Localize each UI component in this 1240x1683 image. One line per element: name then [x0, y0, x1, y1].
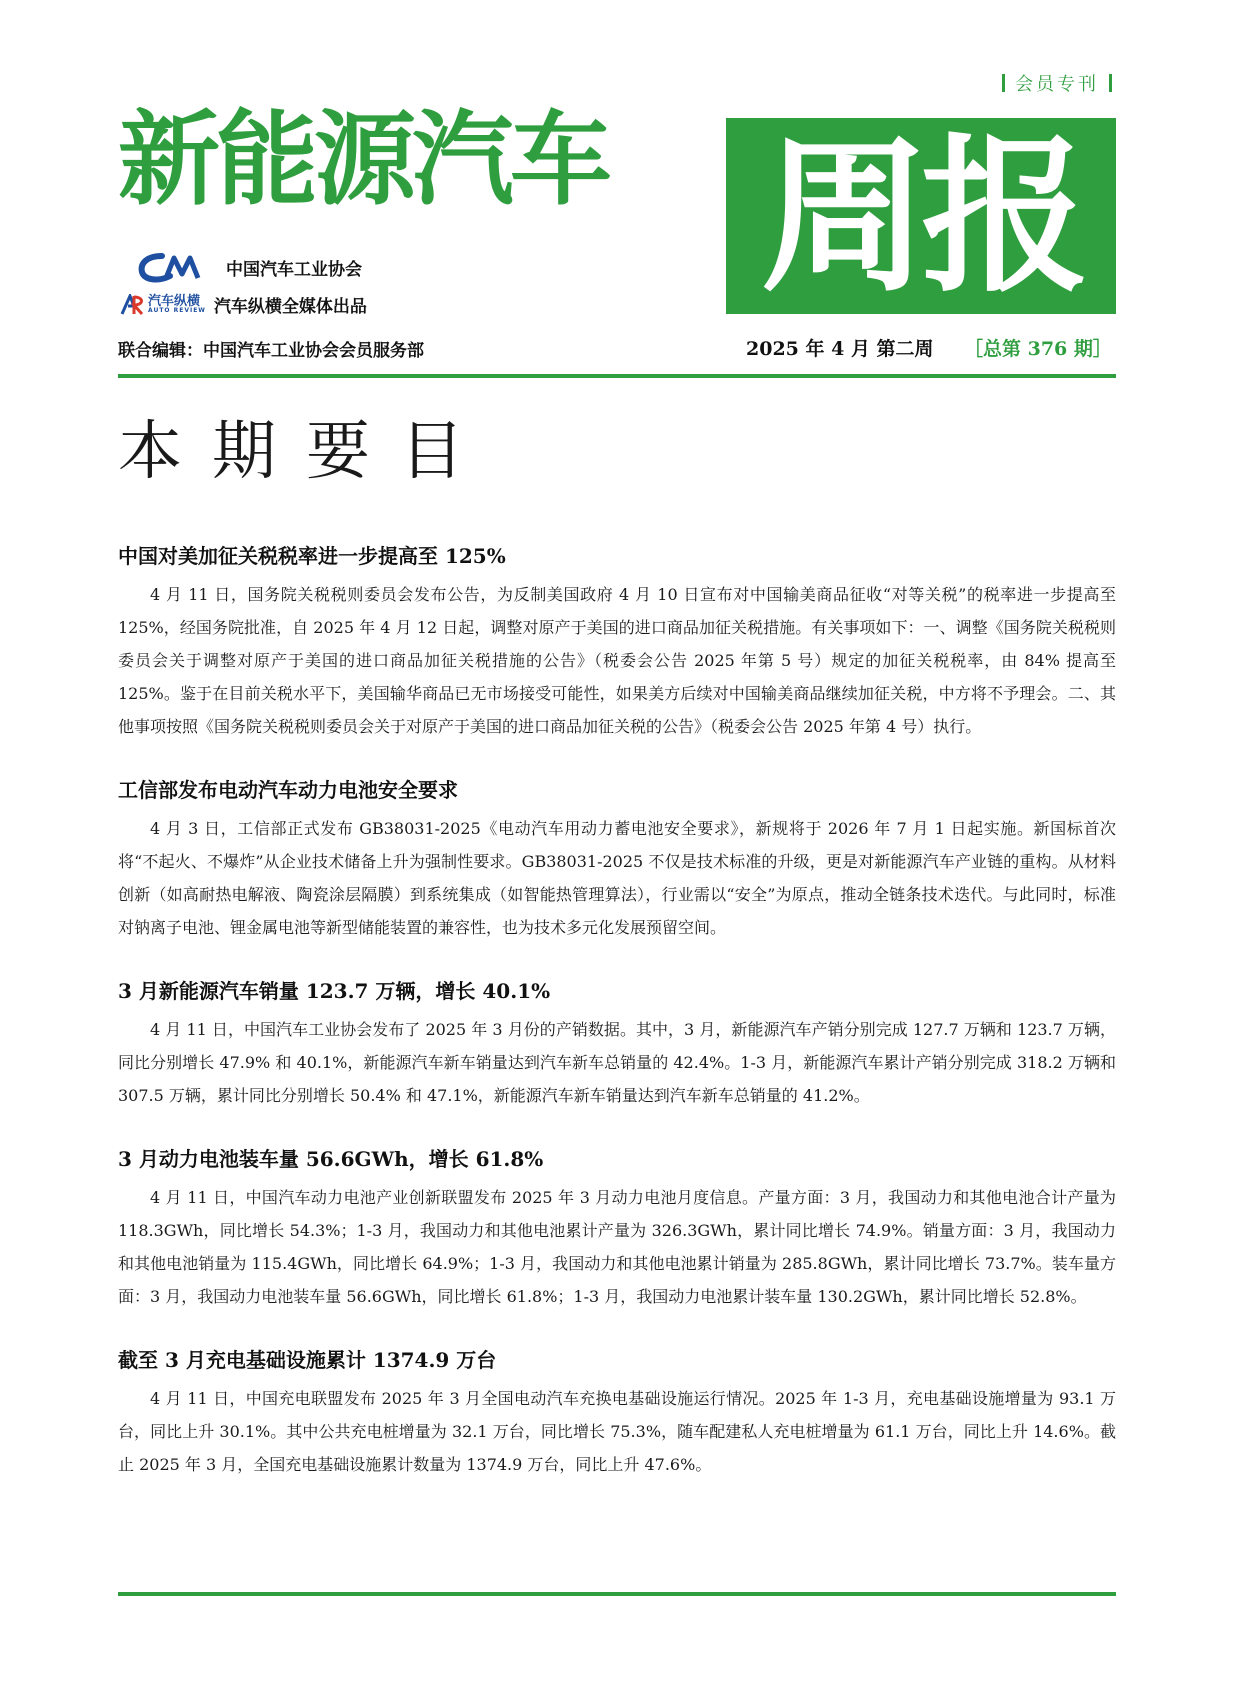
masthead-title: 新能源汽车 — [118, 101, 608, 220]
article-nev-sales — [118, 975, 1116, 1112]
caam-logo-icon — [136, 250, 206, 284]
org-autoreview-name: 汽车纵横全媒体出品 — [213, 297, 367, 317]
org-autoreview-row — [120, 292, 367, 317]
auto-review-mark-icon — [120, 294, 148, 316]
joint-editor-line: 联合编辑：中国汽车工业协会会员服务部 — [118, 341, 424, 361]
section-heading: 本期要目 — [118, 415, 494, 489]
issue-date: 2025 年 4 月 第二周 — [746, 338, 934, 360]
weekly-badge — [726, 118, 1116, 314]
weekly-label: 周报 — [761, 117, 1081, 315]
article-title: 3 月新能源汽车销量 123.7 万辆，增长 40.1% — [118, 979, 551, 1003]
article-title: 中国对美加征关税税率进一步提高至 125% — [118, 544, 506, 568]
member-edition-tag — [992, 70, 1122, 96]
article-tariff — [118, 540, 1116, 743]
article-battery-installs — [118, 1143, 1116, 1313]
article-title: 工信部发布电动汽车动力电池安全要求 — [118, 778, 458, 802]
auto-review-logo-en: AUTO REVIEW — [148, 307, 206, 314]
article-body: 4 月 11 日，中国汽车工业协会发布了 2025 年 3 月份的产销数据。其中，3 月，新能源汽车产销分别完成 127.7 万辆和 123.7 万辆，同比分别增长 47.9% 和 40.1%，新能源汽车新车销量达到汽车新车总销量的 42.4%。1-3 月，新能源汽车累计产销分别完成 318.2 万辆和 307.5 万辆，累计同比分别增长 50.4% 和 47.1%，新能源汽车新车销量达到汽车新车总销量的 41.2%。 — [118, 1020, 1116, 1105]
article-list — [118, 540, 1116, 1512]
auto-review-logo — [120, 294, 206, 316]
org-caam-name: 中国汽车工业协会 — [226, 259, 362, 280]
tag-bar-right — [1109, 74, 1112, 92]
article-charging-infra — [118, 1344, 1116, 1481]
article-body: 4 月 11 日，中国充电联盟发布 2025 年 3 月全国电动汽车充换电基础设施运行情况。2025 年 1-3 月，充电基础设施增量为 93.1 万台，同比上升 30.1%。其中公共充电桩增量为 32.1 万台，同比增长 75.3%，随车配建私人充电桩增量为 61.1 万台，同比上升 14.6%。截止 2025 年 3 月，全国充电基础设施累计数量为 1374.9 万台，同比上升 47.6%。 — [118, 1389, 1116, 1474]
issue-number: ［总第 376 期］ — [964, 338, 1112, 360]
tag-bar-left — [1002, 74, 1005, 92]
org-caam-row — [136, 250, 362, 284]
article-body: 4 月 11 日，国务院关税税则委员会发布公告，为反制美国政府 4 月 10 日宣布对中国输美商品征收“对等关税”的税率进一步提高至 125%，经国务院批准，自 2025 年 4 月 12 日起，调整对原产于美国的进口商品加征关税措施。有关事项如下：一、调整《国务院关税税则委员会关于调整对原产于美国的进口商品加征关税措施的公告》（税委会公告 2025 年第 5 号）规定的加征关税税率，由 84% 提高至 125%。鉴于在目前关税水平下，美国输华商品已无市场接受可能性，如果美方后续对中国输美商品继续加征关税，中方将不予理会。二、其他事项按照《国务院关税税则委员会关于对原产于美国的进口商品加征关税的公告》（税委会公告 2025 年第 4 号）执行。 — [118, 585, 1116, 736]
article-title: 截至 3 月充电基础设施累计 1374.9 万台 — [118, 1348, 497, 1372]
member-tag-label: 会员专刊 — [1015, 74, 1099, 95]
article-body: 4 月 3 日，工信部正式发布 GB38031-2025《电动汽车用动力蓄电池安全要求》，新规将于 2026 年 7 月 1 日起实施。新国标首次将“不起火、不爆炸”从企业技术储备上升为强制性要求。GB38031-2025 不仅是技术标准的升级，更是对新能源汽车产业链的重构。从材料创新（如高耐热电解液、陶瓷涂层隔膜）到系统集成（如智能热管理算法），行业需以“安全”为原点，推动全链条技术迭代。与此同时，标准对钠离子电池、锂金属电池等新型储能装置的兼容性，也为技术多元化发展预留空间。 — [118, 819, 1116, 937]
header-divider — [118, 374, 1116, 378]
auto-review-logo-cn: 汽车纵横 — [148, 294, 201, 309]
footer-divider — [118, 1592, 1116, 1596]
article-title: 3 月动力电池装车量 56.6GWh，增长 61.8% — [118, 1147, 544, 1171]
article-battery-safety — [118, 774, 1116, 944]
article-body: 4 月 11 日，中国汽车动力电池产业创新联盟发布 2025 年 3 月动力电池月度信息。产量方面：3 月，我国动力和其他电池合计产量为 118.3GWh，同比增长 54.3%；1-3 月，我国动力和其他电池累计产量为 326.3GWh，累计同比增长 74.9%。销量方面：3 月，我国动力和其他电池销量为 115.4GWh，同比增长 64.9%；1-3 月，我国动力和其他电池累计销量为 285.8GWh，累计同比增长 73.7%。装车量方面：3 月，我国动力电池装车量 56.6GWh，同比增长 61.8%；1-3 月，我国动力电池累计装车量 130.2GWh，累计同比增长 52.8%。 — [118, 1188, 1116, 1306]
